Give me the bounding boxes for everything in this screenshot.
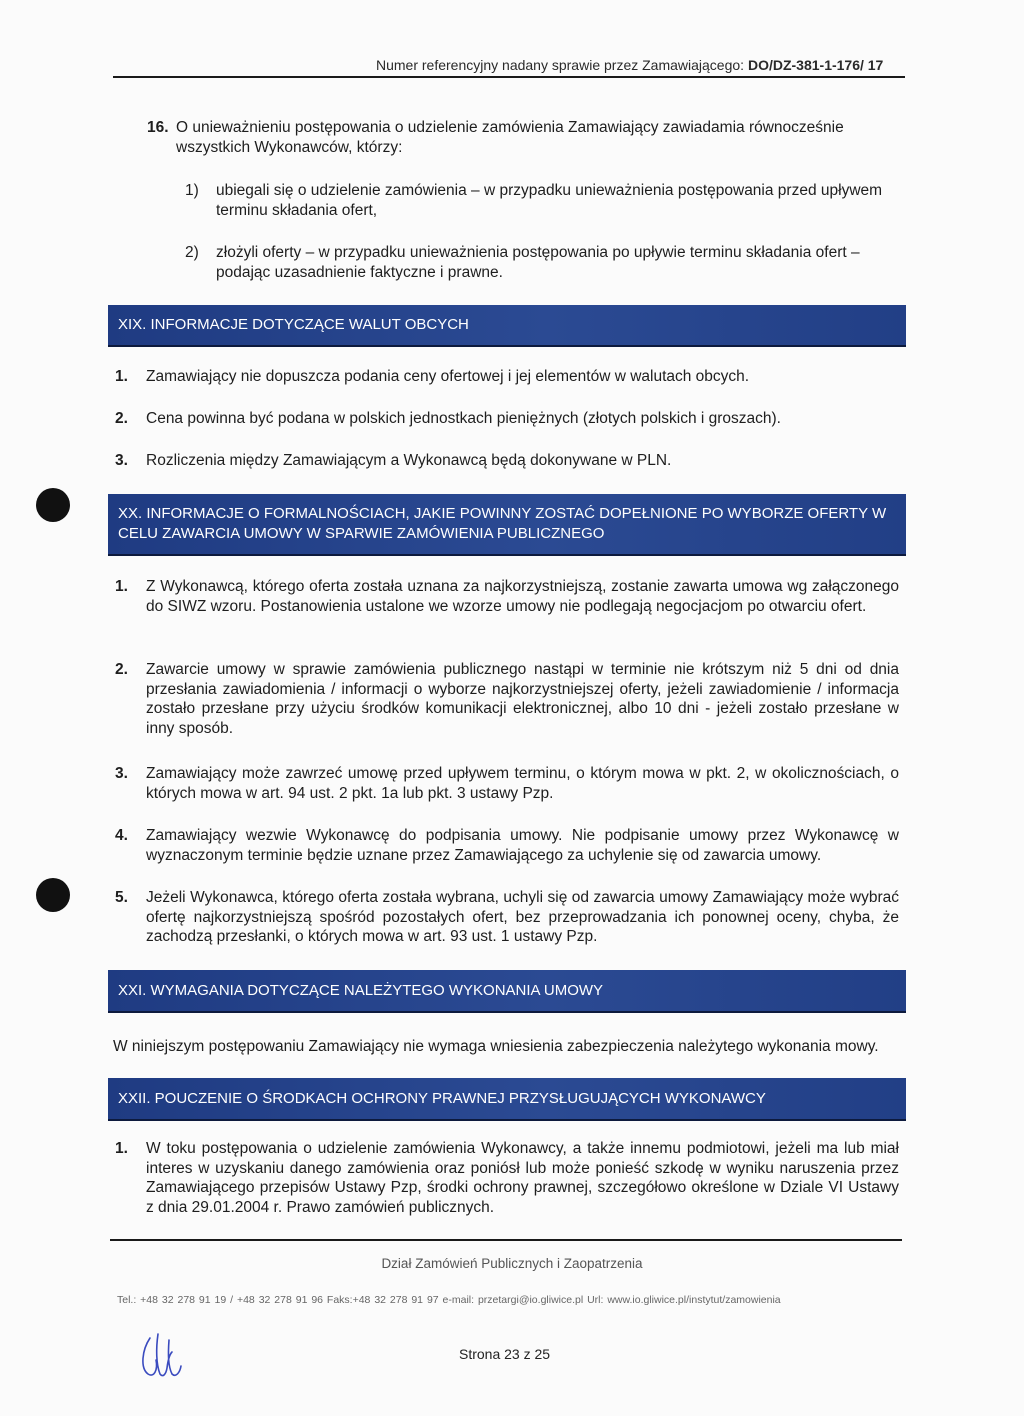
list-item <box>115 1139 899 1217</box>
list-item-text: Cena powinna być podana w polskich jednostkach pieniężnych (złotych polskich i groszach). <box>146 410 781 427</box>
list-item-number: 1. <box>115 368 128 385</box>
list-item <box>115 826 899 865</box>
list-item-number: 3. <box>115 765 128 782</box>
section-header-xx <box>108 494 906 556</box>
section-title: XIX. INFORMACJE DOTYCZĄCE WALUT OBCYCH <box>118 316 469 333</box>
reference-value: DO/DZ-381-1-176/ 17 <box>747 57 884 73</box>
list-item-number: 5. <box>115 889 128 906</box>
intro-item <box>147 118 907 157</box>
reference-number <box>376 57 883 73</box>
list-item-number: 2. <box>115 410 128 427</box>
section-header-xix <box>108 305 906 347</box>
footer-rule <box>110 1239 902 1241</box>
section-header-xxii <box>108 1078 906 1121</box>
list-item <box>115 451 905 471</box>
intro-subitem-number: 1) <box>185 182 199 199</box>
intro-subitem-text: ubiegali się o udzielenie zamówienia – w przypadku unieważnienia postępowania przed upływem terminu składania ofert, <box>216 182 883 219</box>
section-title: XXI. WYMAGANIA DOTYCZĄCE NALEŻYTEGO WYKONANIA UMOWY <box>118 982 604 999</box>
footer-department: Dział Zamówień Publicznych i Zaopatrzenia <box>381 1256 643 1271</box>
punch-hole-top <box>36 488 70 522</box>
list-item-text: Zamawiający wezwie Wykonawcę do podpisania umowy. Nie podpisanie umowy przez Wykonawcę w wyznaczonym terminie będzie uznane przez Zamawiającego za uchylenie się od zawarcia umowy. <box>146 827 899 864</box>
signature-initials <box>136 1330 196 1380</box>
list-item-text: Z Wykonawcą, którego oferta została uznana za najkorzystniejszą, zostanie zawarta umowa wg załączonego do SIWZ wzoru. Postanowienia ustalone we wzorze umowy nie podlegają negocjacjom po otwarciu ofert. <box>146 578 899 615</box>
list-item <box>115 409 905 429</box>
section-title-line: CELU ZAWARCIA UMOWY W SPARWIE ZAMÓWIENIA PUBLICZNEGO <box>118 525 605 542</box>
intro-subitem-text: złożyli oferty – w przypadku unieważnienia postępowania po upływie terminu składania ofert – podając uzasadnienie faktyczne i prawne. <box>216 244 860 281</box>
list-item-text: Rozliczenia między Zamawiającym a Wykonawcą będą dokonywane w PLN. <box>146 452 672 469</box>
page-number: Strona 23 z 25 <box>459 1346 551 1362</box>
list-item-number: 2. <box>115 661 128 678</box>
intro-item-text: O unieważnieniu postępowania o udzielenie zamówienia Zamawiający zawiadamia równocześnie wszystkich Wykonawców, którzy: <box>176 119 844 156</box>
section-title-line: XX. INFORMACJE O FORMALNOŚCIACH, JAKIE POWINNY ZOSTAĆ DOPEŁNIONE PO WYBORZE OFERTY W <box>118 505 887 522</box>
intro-subitem-number: 2) <box>185 244 199 261</box>
section-header-xxi <box>108 970 906 1013</box>
section-paragraph <box>113 1037 905 1057</box>
list-item <box>115 888 899 947</box>
list-item <box>115 367 905 387</box>
list-item <box>115 764 899 803</box>
paragraph-text: W niniejszym postępowaniu Zamawiający nie wymaga wniesienia zabezpieczenia należytego wykonania mowy. <box>113 1038 879 1055</box>
reference-label: Numer referencyjny nadany sprawie przez Zamawiającego: <box>376 57 745 73</box>
list-item-text: Jeżeli Wykonawca, którego oferta została wybrana, uchyli się od zawarcia umowy Zamawiający może wybrać ofertę najkorzystniejszą spośród pozostałych ofert, bez przeprowadzania ich ponownej oceny, chyba, że zachodzą przesłanki, o których mowa w art. 93 ust. 1 ustawy Pzp. <box>146 889 899 945</box>
punch-hole-bottom <box>36 878 70 912</box>
list-item <box>115 660 899 738</box>
list-item-number: 1. <box>115 1140 128 1157</box>
list-item <box>115 577 899 616</box>
list-item-number: 3. <box>115 452 128 469</box>
intro-subitem <box>185 181 905 220</box>
section-title: XXII. POUCZENIE O ŚRODKACH OCHRONY PRAWNEJ PRZYSŁUGUJĄCYCH WYKONAWCY <box>118 1090 766 1107</box>
list-item-text: Zamawiający nie dopuszcza podania ceny ofertowej i jej elementów w walutach obcych. <box>146 368 750 385</box>
list-item-number: 1. <box>115 578 128 595</box>
intro-subitem <box>185 243 905 282</box>
list-item-number: 4. <box>115 827 128 844</box>
header-rule <box>113 76 905 78</box>
footer-contact: Tel.: +48 32 278 91 19 / +48 32 278 91 96 Faks:+48 32 278 91 97 e-mail: przetargi@io.gliwice.pl Url: www.io.gliwice.pl/instytut/zamowienia <box>117 1294 781 1306</box>
list-item-text: W toku postępowania o udzielenie zamówienia Wykonawcy, a także innemu podmiotowi, jeżeli ma lub miał interes w uzyskaniu danego zamówienia oraz poniósł lub może ponieść szkodę w wyniku naruszenia przez Zamawiającego przepisów Ustawy Pzp, środki ochrony prawnej, szczegółowo określone w Dziale VI Ustawy z dnia 29.01.2004 r. Prawo zamówień publicznych. <box>146 1140 899 1216</box>
list-item-text: Zamawiający może zawrzeć umowę przed upływem terminu, o którym mowa w pkt. 2, w okolicznościach, o których mowa w art. 94 ust. 2 pkt. 1a lub pkt. 3 ustawy Pzp. <box>146 765 899 802</box>
intro-item-number: 16. <box>147 119 169 136</box>
list-item-text: Zawarcie umowy w sprawie zamówienia publicznego nastąpi w terminie nie krótszym niż 5 dni od dnia przesłania zawiadomienia / informacji o wyborze najkorzystniejszej oferty, jeżeli zawiadomienie / informacja zostało przesłane przy użyciu środków komunikacji elektronicznej, albo 10 dni - jeżeli zostało przesłane w inny sposób. <box>146 661 899 737</box>
